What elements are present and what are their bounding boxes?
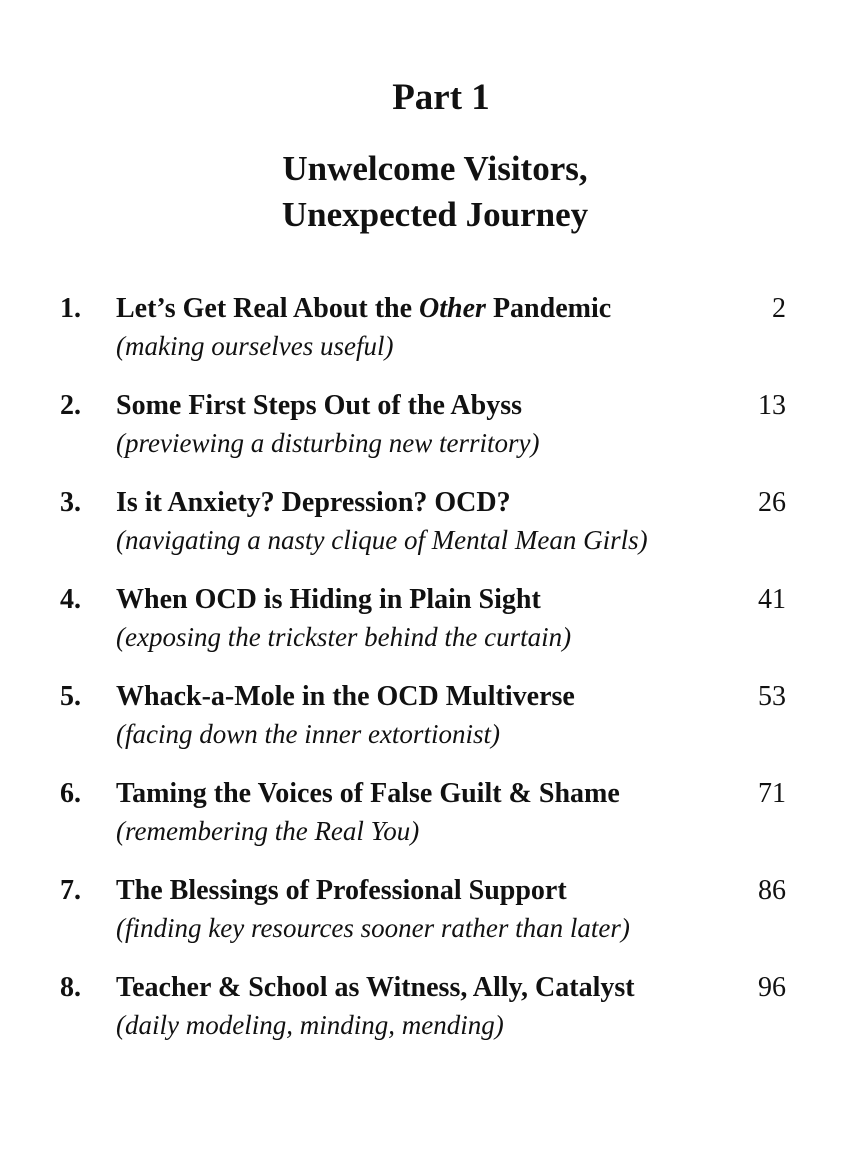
chapter-number: 5. (60, 681, 81, 712)
chapter-subtitle: (navigating a nasty clique of Mental Mean Girls) (116, 525, 648, 555)
toc-entry-7[interactable] (60, 873, 786, 970)
chapter-subtitle: (daily modeling, minding, mending) (116, 1010, 504, 1040)
toc-entry-4[interactable] (60, 582, 786, 679)
chapter-subtitle: (remembering the Real You) (116, 816, 420, 846)
chapter-subtitle: (exposing the trickster behind the curtain) (116, 622, 572, 652)
chapter-page-number: 2 (772, 293, 786, 324)
chapter-title-text: When OCD is Hiding in Plain Sight (116, 584, 541, 615)
chapter-number: 2. (60, 390, 81, 421)
chapter-title-text-end: Pandemic (485, 293, 612, 324)
chapter-page-number: 71 (758, 778, 786, 809)
chapter-title (116, 970, 635, 1006)
chapter-title (116, 679, 575, 715)
chapter-title (116, 776, 620, 812)
toc-entry-1[interactable] (60, 291, 786, 388)
chapter-subtitle: (facing down the inner extortionist) (116, 719, 500, 749)
chapter-title-emphasis: Other (419, 293, 486, 324)
chapter-number: 6. (60, 778, 81, 809)
chapter-page-number: 86 (758, 875, 786, 906)
chapter-page-number: 26 (758, 487, 786, 518)
chapter-title (116, 291, 611, 327)
chapter-title-text: Let’s Get Real About the (116, 293, 420, 324)
chapter-title-text: Taming the Voices of False Guilt & Shame (116, 778, 620, 809)
chapter-page-number: 53 (758, 681, 786, 712)
chapter-page-number: 13 (758, 390, 786, 421)
chapter-subtitle: (finding key resources sooner rather than later) (116, 913, 630, 943)
chapter-number: 8. (60, 972, 81, 1003)
chapter-title (116, 485, 511, 521)
chapter-title (116, 873, 567, 909)
toc-entry-5[interactable] (60, 679, 786, 776)
toc-entry-8[interactable] (60, 970, 786, 1067)
chapter-page-number: 41 (758, 584, 786, 615)
table-of-contents (60, 291, 786, 1067)
chapter-subtitle: (making ourselves useful) (116, 331, 394, 361)
part-title-line-1: Unwelcome Visitors, (282, 149, 588, 188)
part-title (0, 146, 846, 238)
chapter-title-text: Teacher & School as Witness, Ally, Catalyst (116, 972, 635, 1003)
part-title-line-2: Unexpected Journey (281, 195, 589, 234)
toc-entry-6[interactable] (60, 776, 786, 873)
toc-entry-2[interactable] (60, 388, 786, 485)
chapter-number: 7. (60, 875, 81, 906)
toc-entry-3[interactable] (60, 485, 786, 582)
part-label: Part 1 (392, 77, 490, 118)
chapter-subtitle: (previewing a disturbing new territory) (116, 428, 540, 458)
chapter-number: 4. (60, 584, 81, 615)
chapter-title-text: The Blessings of Professional Support (116, 875, 567, 906)
chapter-title-text: Is it Anxiety? Depression? OCD? (116, 487, 511, 518)
chapter-title-text: Whack-a-Mole in the OCD Multiverse (116, 681, 575, 712)
chapter-title (116, 582, 541, 618)
chapter-title-text: Some First Steps Out of the Abyss (116, 390, 523, 421)
chapter-number: 3. (60, 487, 81, 518)
chapter-number: 1. (60, 293, 81, 324)
chapter-title (116, 388, 522, 424)
chapter-page-number: 96 (758, 972, 786, 1003)
